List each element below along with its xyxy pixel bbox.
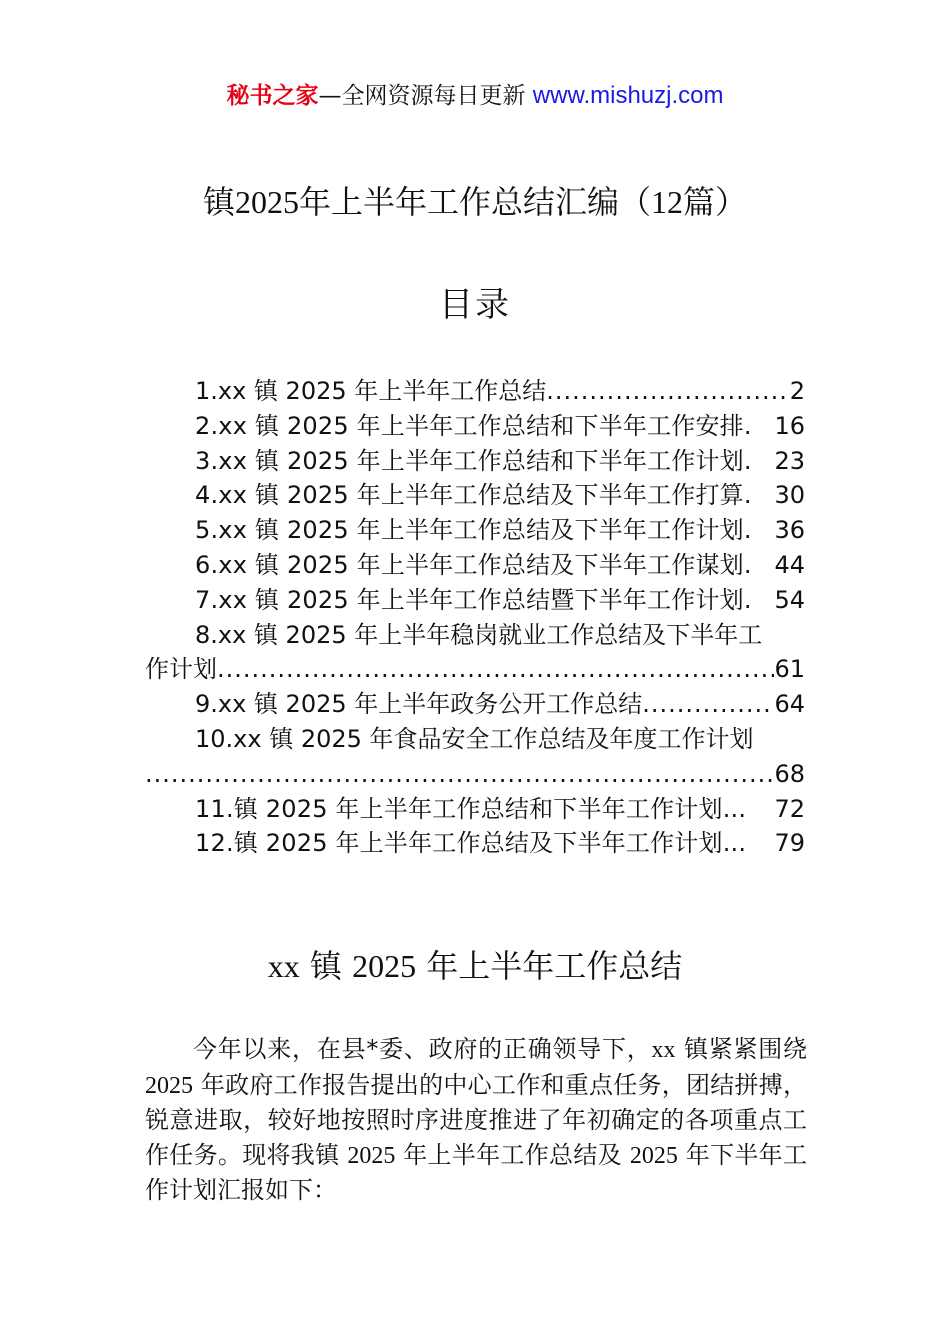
- section-title-suffix: 年上半年工作总结: [416, 947, 683, 985]
- toc-entry-page: 30: [774, 481, 805, 510]
- toc-entry-title: 4.xx 镇 2025 年上半年工作总结及下半年工作打算.: [195, 481, 752, 510]
- title-suffix: 篇）: [683, 183, 748, 221]
- text-run: 2025: [629, 1142, 678, 1169]
- toc-entry-title: 7.xx 镇 2025 年上半年工作总结暨下半年工作计划.: [195, 585, 752, 614]
- toc-heading: 目录: [439, 285, 511, 325]
- toc-entry-12[interactable]: [145, 826, 805, 861]
- toc-entry-page: 23: [774, 446, 805, 475]
- brand-name: 秘书之家: [226, 83, 319, 109]
- text-run: 2025: [145, 1072, 193, 1099]
- toc-entry-title: 1.xx 镇 2025 年上半年工作总结: [195, 377, 547, 405]
- section-title-prefix: xx: [267, 948, 300, 984]
- toc-leader-dots: [546, 374, 789, 409]
- toc-entry-page: 79: [774, 829, 805, 858]
- toc-entry-10[interactable]: [145, 722, 805, 792]
- toc-entry-page: 68: [774, 759, 805, 788]
- text-run: 2025: [347, 1142, 396, 1169]
- title-count: 12: [651, 184, 683, 220]
- section-title: [0, 944, 950, 988]
- toc-leader-dots: [642, 687, 774, 722]
- text-run: 今年以来，在县*委、政府的正确领导下，: [193, 1035, 652, 1063]
- section-title-year: 2025: [352, 948, 417, 984]
- toc-entry-title: 5.xx 镇 2025 年上半年工作总结及下半年工作计划.: [195, 516, 752, 545]
- toc-entry-7[interactable]: [145, 583, 805, 618]
- toc-entry-6[interactable]: [145, 548, 805, 583]
- toc-entry-page: 61: [774, 655, 805, 684]
- toc-entry-title-continued: 作计划: [145, 655, 217, 684]
- toc-entry-11[interactable]: [145, 792, 805, 827]
- document-title: [0, 180, 950, 224]
- toc-entry-title: 3.xx 镇 2025 年上半年工作总结和下半年工作计划.: [195, 446, 752, 475]
- toc-leader-dots: [217, 652, 774, 687]
- toc-entry-page: 36: [774, 516, 805, 545]
- body-paragraph: [145, 1032, 807, 1208]
- toc-entry-page: 64: [774, 690, 805, 719]
- toc-entry-title: 8.xx 镇 2025 年上半年稳岗就业工作总结及下半年工: [195, 620, 763, 649]
- toc-entry-title: 11.镇 2025 年上半年工作总结和下半年工作计划...: [195, 794, 747, 823]
- toc-entry-3[interactable]: [145, 444, 805, 479]
- toc-entry-page: 2: [789, 377, 805, 405]
- section-title-mid: 镇: [299, 947, 353, 985]
- toc-entry-page: 16: [774, 411, 805, 440]
- title-year: 2025: [234, 184, 299, 220]
- text-run: 镇紧紧围绕: [675, 1035, 808, 1063]
- toc-entry-title: 12.镇 2025 年上半年工作总结及下半年工作计划...: [195, 829, 747, 858]
- toc-entry-2[interactable]: [145, 409, 805, 444]
- site-banner: [0, 80, 950, 112]
- title-prefix: 镇: [202, 183, 235, 221]
- toc-entry-title: 9.xx 镇 2025 年上半年政务公开工作总结: [195, 690, 643, 719]
- toc-entry-4[interactable]: [145, 478, 805, 513]
- section-body: [145, 1032, 807, 1208]
- toc-entry-title: 10.xx 镇 2025 年食品安全工作总结及年度工作计划: [195, 724, 754, 753]
- toc-entry-5[interactable]: [145, 513, 805, 548]
- toc-entry-8[interactable]: [145, 618, 805, 688]
- toc-entry-page: 72: [774, 794, 805, 823]
- toc-entry-page: 54: [774, 585, 805, 614]
- toc-entry-1[interactable]: [145, 374, 805, 409]
- text-run: 年政府工作报告提出的中心工作和重点任务，团结拼搏，锐意进取，较好地按照时序进度推进了年初确定的各项重点工作任务。现将我镇: [145, 1070, 807, 1169]
- toc-entry-9[interactable]: [145, 687, 805, 722]
- banner-slogan: —全网资源每日更新: [318, 83, 526, 109]
- toc-entry-page: 44: [774, 550, 805, 579]
- toc-leader-dots: [145, 757, 774, 792]
- toc-entry-title: 2.xx 镇 2025 年上半年工作总结和下半年工作安排.: [195, 411, 752, 440]
- text-run: 年下半年工作计划汇报如下：: [145, 1140, 807, 1205]
- text-run: 年上半年工作总结及: [395, 1140, 630, 1169]
- table-of-contents: [145, 374, 805, 861]
- title-mid: 年上半年工作总结汇编（: [298, 183, 651, 221]
- text-run: xx: [651, 1037, 676, 1063]
- site-url-link[interactable]: www.mishuzj.com: [532, 82, 724, 109]
- toc-entry-title: 6.xx 镇 2025 年上半年工作总结及下半年工作谋划.: [195, 550, 752, 579]
